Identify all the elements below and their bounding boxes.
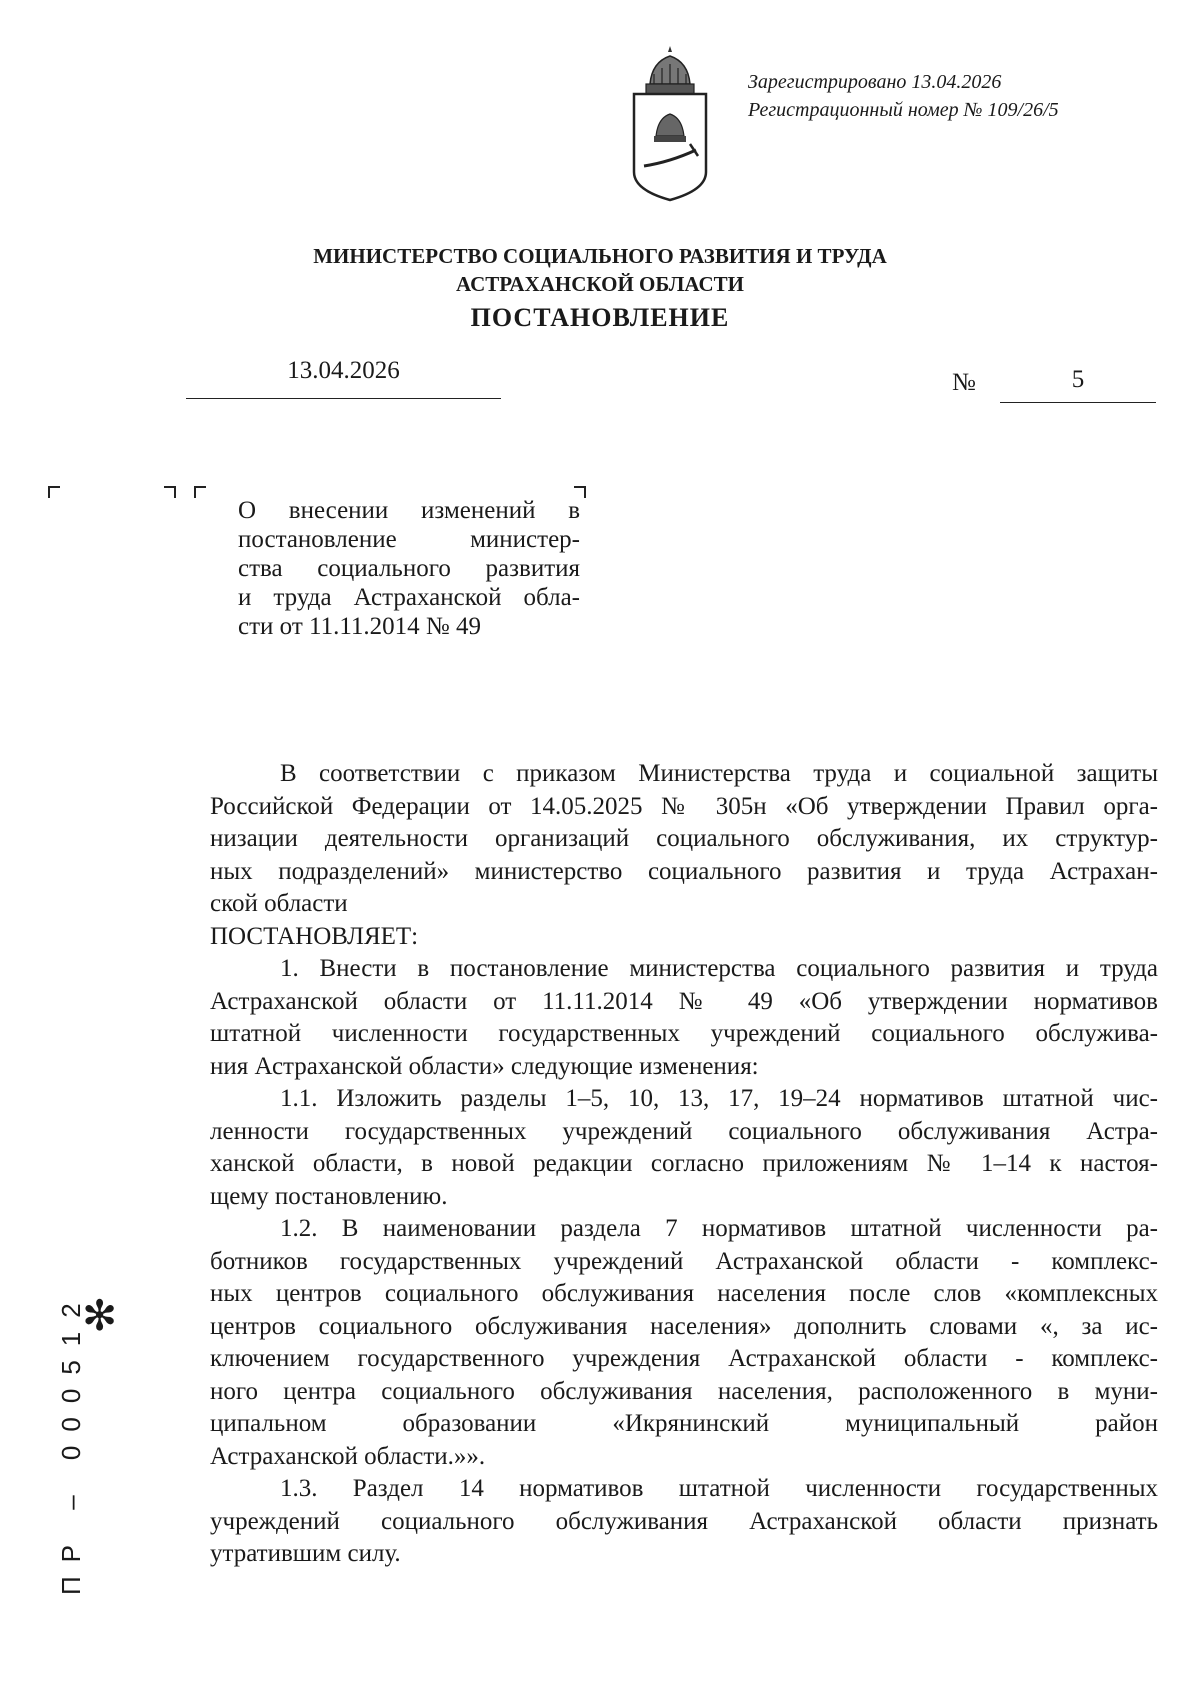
preamble-paragraph [210, 758, 1158, 921]
item-1-2-line: ботников государственных учреждений Астраханской области - комплекс- [210, 1247, 1158, 1275]
item-1-3-line: 1.3. Раздел 14 нормативов штатной численности государственных [280, 1475, 1158, 1502]
decree-number-sign: № [952, 369, 976, 396]
bracket-corner-top-right [164, 486, 176, 498]
item-1-2-line: ключением государственного учреждения Астраханской области - комплекс- [210, 1345, 1158, 1372]
item-1-2-line: центров социального обслуживания населения» дополнить словами «, за ис- [210, 1312, 1158, 1340]
item-1-2-line: ного центра социального обслуживания населения, расположенного в муни- [210, 1377, 1158, 1405]
preamble-line: ных подразделений» министерство социального развития и труда Астрахан- [210, 857, 1158, 885]
decree-number: 5 [1071, 366, 1085, 393]
item-1-line: 1. Внести в постановление министерства социального развития и труда [280, 955, 1158, 982]
decree-body [210, 758, 1158, 1571]
preamble-line: низации деятельности организаций социального обслуживания, их структур- [210, 825, 1158, 852]
resolves-heading [210, 921, 1158, 954]
preamble-line: ской области [210, 890, 348, 917]
ministry-name-line2: АСТРАХАНСКОЙ ОБЛАСТИ [455, 272, 745, 296]
item-1 [210, 953, 1158, 1083]
subject-line: О внесении изменений в [238, 497, 580, 524]
form-serial-number: ПР – 000512 [56, 1289, 86, 1595]
item-1-1-line: ленности государственных учреждений социального обслуживания Астра- [210, 1117, 1158, 1145]
item-1-3-line: учреждений социального обслуживания Астраханской области признать [210, 1507, 1158, 1535]
preamble-line: В соответствии с приказом Министерства труда и социальной защиты [280, 760, 1158, 787]
bracket-corner-top-left [194, 486, 206, 498]
subject-line: и труда Астраханской обла- [238, 584, 580, 611]
number-underline [1000, 402, 1156, 403]
decree-subject [238, 496, 580, 641]
ministry-header [0, 242, 1200, 336]
date-underline [186, 398, 501, 399]
subject-line: ства социального развития [238, 555, 580, 582]
item-1-line: Астраханской области от 11.11.2014 № 49 «Об утверждении нормативов [210, 987, 1158, 1015]
subject-line: сти от 11.11.2014 № 49 [238, 613, 481, 640]
subject-line: постановление министер- [238, 526, 580, 553]
item-1-2 [210, 1213, 1158, 1473]
item-1-line: ния Астраханской области» следующие изменения: [210, 1052, 759, 1080]
registration-stamp [748, 68, 1059, 124]
item-1-2-line: ципальном образовании «Икрянинский муниципальный район [210, 1410, 1158, 1437]
document-type-title: ПОСТАНОВЛЕНИЕ [470, 303, 730, 332]
registration-date: Зарегистрировано 13.04.2026 [748, 71, 1002, 93]
item-1-line: штатной численности государственных учреждений социального обслужива- [210, 1020, 1158, 1047]
item-1-1-line: щему постановлению. [210, 1182, 448, 1210]
item-1-2-line: Астраханской области.»». [210, 1442, 486, 1470]
item-1-1-line: ханской области, в новой редакции согласно приложениям № 1–14 к настоя- [210, 1150, 1158, 1177]
item-1-1 [210, 1083, 1158, 1213]
decree-date: 13.04.2026 [287, 357, 400, 384]
preamble-line: Российской Федерации от 14.05.2025 № 305н «Об утверждении Правил орга- [210, 792, 1158, 820]
bracket-corner-top-left [48, 486, 60, 498]
ministry-name-line1: МИНИСТЕРСТВО СОЦИАЛЬНОГО РАЗВИТИЯ И ТРУДА [313, 244, 887, 268]
margin-asterisk-mark: ✻ [82, 1291, 118, 1340]
registration-number: Регистрационный номер № 109/26/5 [748, 99, 1059, 121]
item-1-3-line: утратившим силу. [210, 1540, 401, 1567]
item-1-3 [210, 1473, 1158, 1571]
coat-of-arms-emblem [630, 44, 710, 204]
item-1-2-line: ных центров социального обслуживания населения после слов «комплексных [210, 1280, 1158, 1307]
item-1-1-line: 1.1. Изложить разделы 1–5, 10, 13, 17, 19–24 нормативов штатной чис- [280, 1085, 1158, 1112]
item-1-2-line: 1.2. В наименовании раздела 7 нормативов штатной численности ра- [280, 1215, 1158, 1242]
resolves-text: ПОСТАНОВЛЯЕТ: [210, 922, 419, 950]
